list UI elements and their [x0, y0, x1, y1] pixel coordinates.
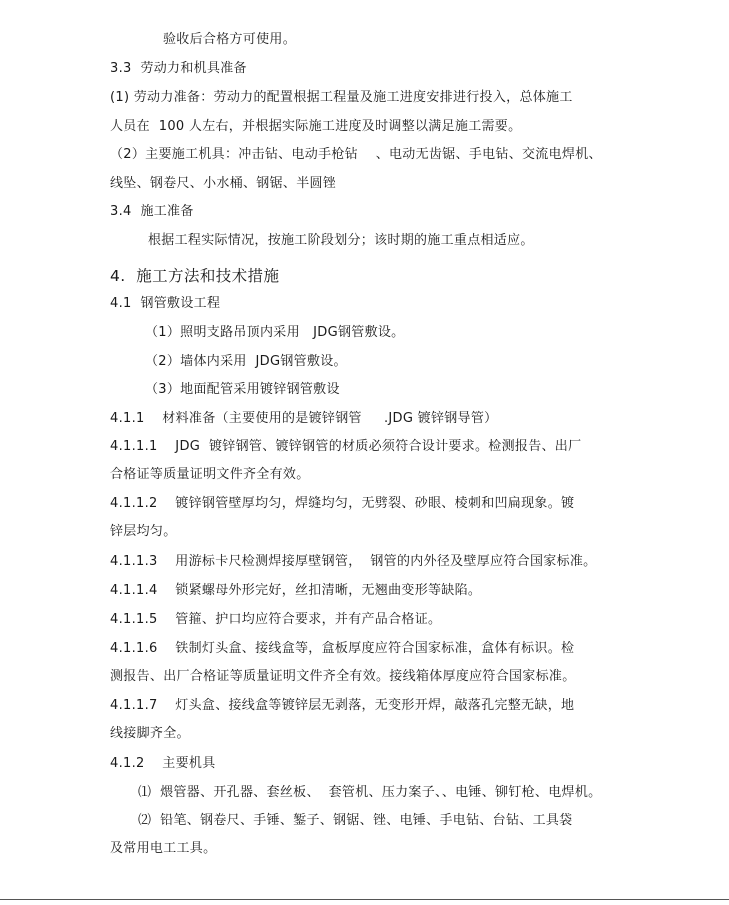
list-item: ⑴ 煨管器、开孔器、套丝板、 套管机、压力案子、、电锤、铆钉枪、电焊机。 [138, 785, 602, 800]
text-line: 4.1.1.5 管箍、护口均应符合要求，并有产品合格证。 [110, 612, 442, 627]
text-line: 4.1.1.1 JDG 镀锌钢管、镀锌钢管的材质必须符合设计要求。检测报告、出厂 [110, 439, 582, 454]
text-line: 合格证等质量证明文件齐全有效。 [110, 467, 310, 482]
text-line: 线坠、钢卷尺、小水桶、钢锯、半圆锉 [110, 176, 337, 191]
page-bottom-divider [0, 899, 729, 900]
text-line: 线接脚齐全。 [110, 726, 190, 741]
text-line: 测报告、出厂合格证等质量证明文件齐全有效。接线箱体厚度应符合国家标准。 [110, 669, 576, 684]
list-item: （1）照明支路吊顶内采用 JDG钢管敷设。 [145, 325, 405, 340]
list-item: ⑵ 铅笔、钢卷尺、手锤、錾子、钢锯、锉、电锤、手电钻、台钻、工具袋 [138, 813, 573, 828]
text-line: 验收后合格方可使用。 [163, 32, 297, 47]
chapter-heading: 4. 施工方法和技术措施 [110, 267, 280, 285]
text-line: （2）主要施工机具：冲击钻、电动手枪钻 、电动无齿锯、手电钻、交流电焊机、 [110, 147, 602, 162]
text-line: 人员在 100 人左右，并根据实际施工进度及时调整以满足施工需要。 [110, 119, 522, 134]
subsection-heading: 4.1.2 主要机具 [110, 756, 216, 771]
section-heading: 4.1 钢管敷设工程 [110, 296, 221, 311]
text-line: 及常用电工工具。 [110, 841, 217, 856]
text-line: 4.1.1.6 铁制灯头盒、接线盒等，盒板厚度应符合国家标准，盒体有标识。检 [110, 641, 575, 656]
text-line: 4.1.1.7 灯头盒、接线盒等镀锌层无剥落，无变形开焊，敲落孔完整无缺，地 [110, 698, 575, 713]
text-line: 4.1.1.3 用游标卡尺检测焊接厚壁钢管， 钢管的内外径及壁厚应符合国家标准。 [110, 554, 597, 569]
text-line: 锌层均匀。 [110, 524, 177, 539]
text-line: 4.1.1.2 镀锌钢管壁厚均匀，焊缝均匀，无劈裂、砂眼、棱刺和凹扁现象。镀 [110, 496, 575, 511]
text-line: 4.1.1.4 锁紧螺母外形完好，丝扣清晰，无翘曲变形等缺陷。 [110, 583, 482, 598]
section-heading: 3.4 施工准备 [110, 204, 194, 219]
subsection-heading: 4.1.1 材料准备（主要使用的是镀锌钢管 .JDG 镀锌钢导管） [110, 411, 498, 426]
section-heading: 3.3 劳动力和机具准备 [110, 61, 247, 76]
list-item: （2）墙体内采用 JDG钢管敷设。 [145, 354, 347, 369]
text-line: (1) 劳动力准备：劳动力的配置根据工程量及施工进度安排进行投入，总体施工 [110, 90, 573, 105]
text-line: 根据工程实际情况，按施工阶段划分；该时期的施工重点相适应。 [148, 233, 534, 248]
list-item: （3）地面配管采用镀锌钢管敷设 [145, 382, 340, 397]
